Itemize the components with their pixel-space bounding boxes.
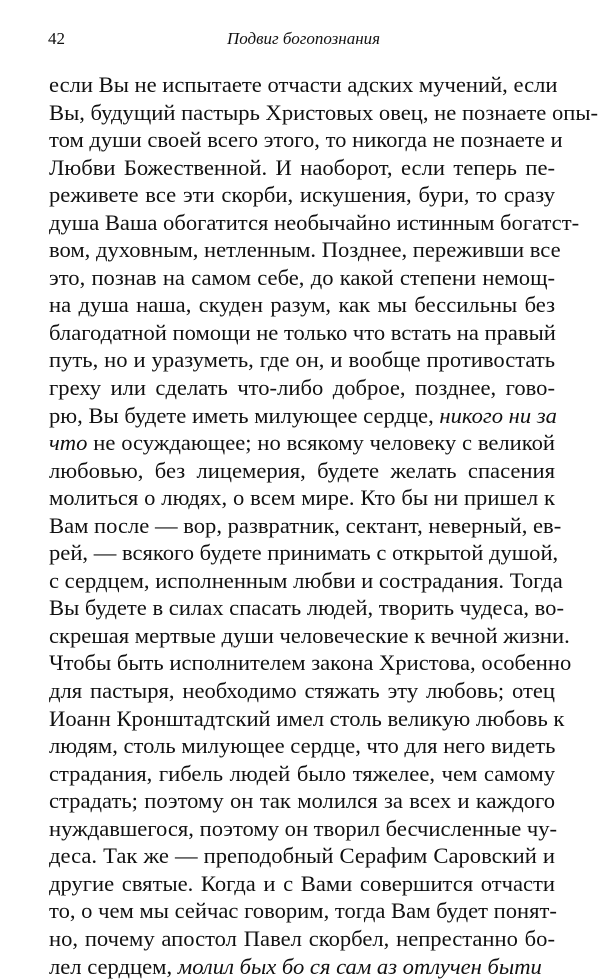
text-line: [49, 567, 555, 595]
text-segment: скрешая мертвые души человеческие к вечной жизни.: [49, 623, 570, 648]
italic-text-segment: никого ни за: [439, 403, 557, 428]
text-line: [49, 622, 555, 650]
text-line: [49, 760, 555, 788]
text-segment: рю, Вы будете иметь милующее сердце,: [49, 403, 439, 428]
text-segment: Любви Божественной. И наоборот, если теперь пе-: [49, 155, 555, 180]
text-line: [49, 594, 555, 622]
text-line: [49, 649, 555, 677]
text-segment: на душа наша, скуден разум, как мы бессильны без: [49, 292, 555, 317]
italic-text-segment: молил бых бо ся сам аз отлучен быти: [178, 954, 542, 979]
text-segment: Чтобы быть исполнителем закона Христова, особенно: [49, 650, 571, 675]
text-line: [49, 236, 555, 264]
text-line: [49, 126, 555, 154]
text-line: [49, 539, 555, 567]
text-line: [49, 181, 555, 209]
text-line: [49, 264, 555, 292]
text-segment: Вы будете в силах спасать людей, творить чудеса, во-: [49, 595, 564, 620]
text-line: [49, 99, 555, 127]
text-segment: том души своей всего этого, то никогда не познаете и: [49, 127, 563, 152]
text-segment: Иоанн Кронштадтский имел столь великую любовь к: [49, 706, 564, 731]
text-segment: то, о чем мы сейчас говорим, тогда Вам будет понят-: [49, 898, 557, 923]
text-line: [49, 732, 555, 760]
text-line: [49, 705, 555, 733]
text-segment: если Вы не испытаете отчасти адских мучений, если: [49, 72, 557, 97]
page-number: 42: [48, 28, 65, 50]
text-segment: рей, — всякого будете принимать с открытой душой,: [49, 540, 558, 565]
text-line: [49, 953, 555, 980]
text-segment: не осуждающее; но всякому человеку с великой: [87, 430, 555, 455]
text-line: [49, 71, 555, 99]
text-segment: греху или сделать что-либо доброе, позднее, гово-: [49, 375, 555, 400]
text-line: [49, 870, 555, 898]
text-segment: вом, духовным, нетленным. Позднее, переживши все: [49, 237, 561, 262]
text-line: [49, 815, 555, 843]
text-line: [49, 897, 555, 925]
text-line: [49, 429, 555, 457]
text-line: [49, 787, 555, 815]
text-segment: это, познав на самом себе, до какой степени немощ-: [49, 265, 555, 290]
text-segment: людям, столь милующее сердце, что для него видеть: [49, 733, 555, 758]
text-segment: молиться о людях, о всем мире. Кто бы ни пришел к: [49, 485, 555, 510]
body-text: [49, 71, 555, 980]
text-line: [49, 209, 555, 237]
text-segment: реживете все эти скорби, искушения, бури, то сразу: [49, 182, 555, 207]
text-line: [49, 374, 555, 402]
text-line: [49, 512, 555, 540]
text-segment: Вам после — вор, развратник, сектант, неверный, ев-: [49, 513, 561, 538]
text-segment: для пастыря, необходимо стяжать эту любовь; отец: [49, 678, 555, 703]
text-segment: страдать; поэтому он так молился за всех и каждого: [49, 788, 555, 813]
running-header: [0, 28, 600, 54]
text-segment: другие святые. Когда и с Вами совершится отчасти: [49, 871, 555, 896]
text-line: [49, 346, 555, 374]
text-segment: страдания, гибель людей было тяжелее, чем самому: [49, 761, 555, 786]
running-title: Подвиг богопознания: [227, 28, 380, 50]
text-line: [49, 925, 555, 953]
text-line: [49, 319, 555, 347]
text-segment: нуждавшегося, поэтому он творил бесчисленные чу-: [49, 816, 557, 841]
text-segment: благодатной помощи не только что встать на правый: [49, 320, 556, 345]
italic-text-segment: что: [49, 430, 87, 455]
text-segment: Вы, будущий пастырь Христовых овец, не познаете опы-: [49, 100, 598, 125]
text-line: [49, 457, 555, 485]
text-segment: любовью, без лицемерия, будете желать спасения: [49, 458, 555, 483]
text-line: [49, 484, 555, 512]
text-segment: путь, но и уразуметь, где он, и вообще противостать: [49, 347, 555, 372]
text-line: [49, 154, 555, 182]
text-line: [49, 291, 555, 319]
text-line: [49, 402, 555, 430]
text-segment: деса. Так же — преподобный Серафим Саровский и: [49, 843, 555, 868]
text-segment: лел сердцем,: [49, 954, 178, 979]
text-segment: душа Ваша обогатится необычайно истинным богатст-: [49, 210, 579, 235]
text-line: [49, 677, 555, 705]
text-segment: с сердцем, исполненным любви и сострадания. Тогда: [49, 568, 563, 593]
text-line: [49, 842, 555, 870]
text-segment: но, почему апостол Павел скорбел, непрестанно бо-: [49, 926, 555, 951]
